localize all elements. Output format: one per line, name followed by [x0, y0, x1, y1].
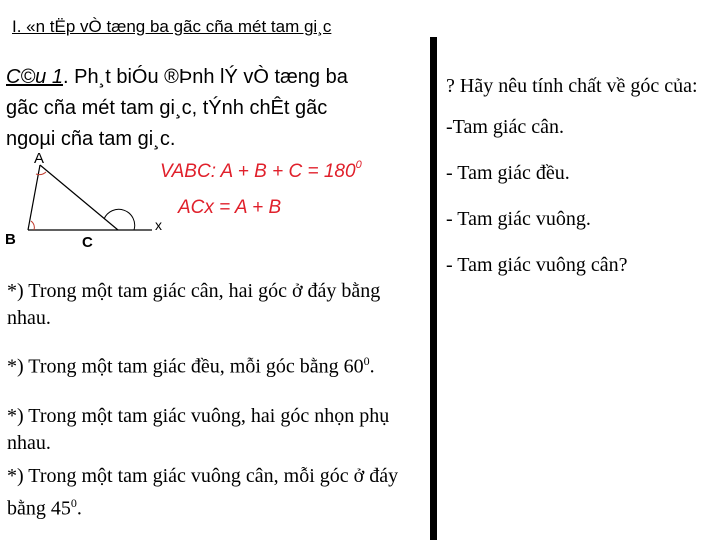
question-2-item-equilateral: - Tam giác đều. [446, 162, 570, 184]
angle-sum-formula-text: VABC: A + B + C = 180 [160, 161, 356, 182]
answer-right: *) Trong một tam giác vuông, hai góc nhọn phụ nhau. [7, 405, 390, 454]
exterior-angle-formula: ACx = A + B [178, 197, 282, 218]
question-1-label: C©u 1 [6, 66, 63, 88]
question-2-item-right-isosceles: - Tam giác vuông cân? [446, 254, 628, 276]
question-2-item-right: - Tam giác vuông. [446, 208, 591, 230]
answer-right-isosceles-end: . [76, 497, 82, 520]
question-2-item-isosceles: -Tam giác cân. [446, 116, 564, 138]
answer-equilateral [7, 348, 422, 381]
ray-x-label: x [155, 217, 162, 233]
angle-sum-formula [160, 159, 363, 182]
question-1-text: . Ph¸t biÓu ®Þnh lÝ vÒ tæng ba gãc cña mét tam gi¸c, tÝnh chÊt gãc ngoµi cña tam gi¸c. [6, 66, 348, 150]
section-title: I. «n tËp vÒ tæng ba gãc cña mét tam gi¸c [12, 17, 332, 36]
angle-sum-formula-degree: 0 [355, 159, 362, 171]
vertex-c-label: C [82, 234, 93, 251]
angle-c-exterior-mark [104, 209, 135, 230]
question-2 [446, 73, 716, 279]
angle-b-mark [31, 221, 34, 230]
question-2-prompt: ? Hãy nêu tính chất về góc của: [446, 75, 698, 97]
column-divider [430, 37, 437, 540]
triangle-figure [0, 140, 430, 255]
answer-isosceles: *) Trong một tam giác cân, hai góc ở đáy bằng nhau. [7, 280, 381, 329]
vertex-b-label: B [5, 231, 16, 248]
answer-equilateral-text: *) Trong một tam giác đều, mỗi góc bằng 60 [7, 355, 364, 378]
side-ac [40, 165, 118, 230]
answer-equilateral-degree: 0 [363, 354, 370, 368]
vertex-a-label: A [34, 150, 45, 167]
angle-a-mark [36, 172, 46, 175]
answer-right-isosceles [7, 463, 422, 523]
answer-right-isosceles-text: *) Trong một tam giác vuông cân, mỗi góc ở đáy bằng 45 [7, 465, 399, 520]
answer-equilateral-end: . [369, 355, 375, 378]
answer-right-isosceles-degree: 0 [70, 496, 77, 510]
